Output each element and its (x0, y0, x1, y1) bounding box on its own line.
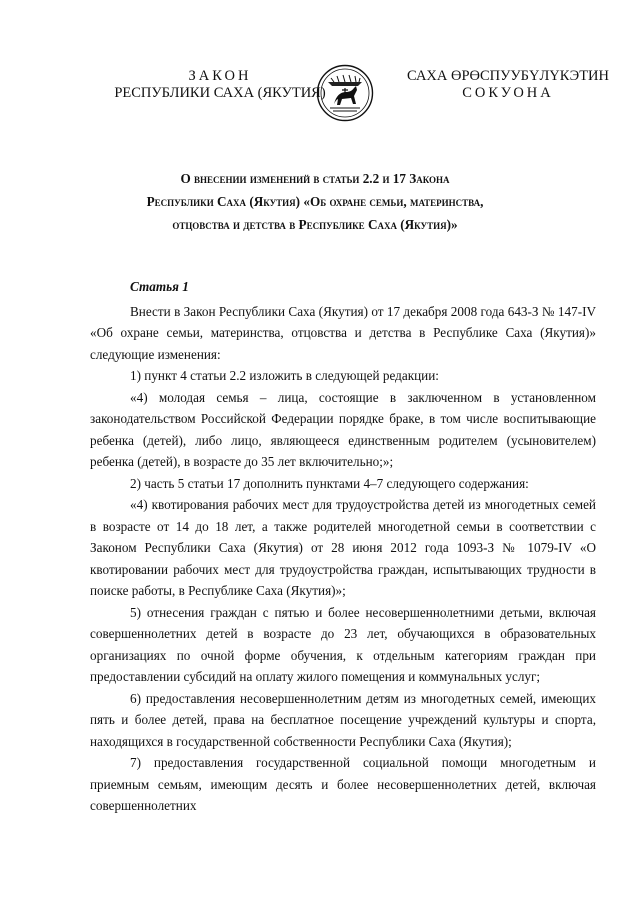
paragraph: Внести в Закон Республики Саха (Якутия) от 17 декабря 2008 года 643-З № 147-IV «Об охране семьи, материнства, отцовства и детства в Республике Саха (Якутия)» следующие изменения: (90, 303, 596, 362)
title-line-2: Республики Саха (Якутия) «Об охране семьи, материнства, (146, 194, 484, 209)
paragraph: 6) предоставления несовершеннолетним детям из многодетных семей, имеющих пять и более детей, права на бесплатное посещение учреждений культуры и спорта, находящихся в государственной собственности Республики Саха (Якутия); (90, 690, 596, 749)
header-left (110, 68, 330, 102)
paragraph: 5) отнесения граждан с пятью и более несовершеннолетними детьми, включая совершеннолетних детей в возрасте до 23 лет, обучающихся в образовательных организациях по очной форме обучения, к отдельным категориям граждан при предоставлении субсидий на оплату жилого помещения и коммунальных услуг; (90, 604, 596, 684)
title-line-1: О внесении изменений в статьи 2.2 и 17 Закона (180, 171, 450, 186)
article-heading: Статья 1 (130, 279, 189, 294)
paragraph: 7) предоставления государственной социальной помощи многодетным и приемным семьям, имеющим десять и более несовершеннолетних детей, включая совершеннолетних (90, 755, 596, 813)
header-right-line2: СОКУОНА (462, 85, 554, 101)
paragraph: «4) молодая семья – лица, состоящие в заключенном в установленном законодательством Российской Федерации порядке браке, в том числе воспитывающие ребенка (детей), либо лицо, являющееся единственным родителем (усыновителем) ребенка (детей), в возрасте до 35 лет включительно;»; (90, 389, 596, 469)
document-title (80, 167, 550, 236)
header-left-line2: РЕСПУБЛИКИ САХА (ЯКУТИЯ) (114, 85, 326, 101)
header-left-line1: ЗАКОН (188, 68, 252, 84)
header-right (388, 68, 628, 102)
document-body (90, 276, 596, 817)
paragraph: 2) часть 5 статьи 17 дополнить пунктами 4–7 следующего содержания: (130, 475, 529, 491)
paragraph: 1) пункт 4 статьи 2.2 изложить в следующей редакции: (130, 368, 439, 383)
title-line-3: отцовства и детства в Республике Саха (Якутия)» (172, 217, 458, 232)
paragraph: «4) квотирования рабочих мест для трудоустройства детей из многодетных семей в возрасте от 14 до 18 лет, а также родителей многодетной семьи в соответствии с Законом Республики Саха (Якутия) от 28 июня 2012 года 1093-З № 1079-IV «О квотировании рабочих мест для трудоустройства граждан, испытывающих трудности в поиске работы, в Республике Саха (Якутия)»; (90, 497, 596, 598)
coat-of-arms-icon (316, 64, 374, 122)
document-header (0, 64, 640, 124)
header-right-line1: САХА ӨРӨСПУУБҮЛҮКЭТИН (407, 68, 609, 84)
